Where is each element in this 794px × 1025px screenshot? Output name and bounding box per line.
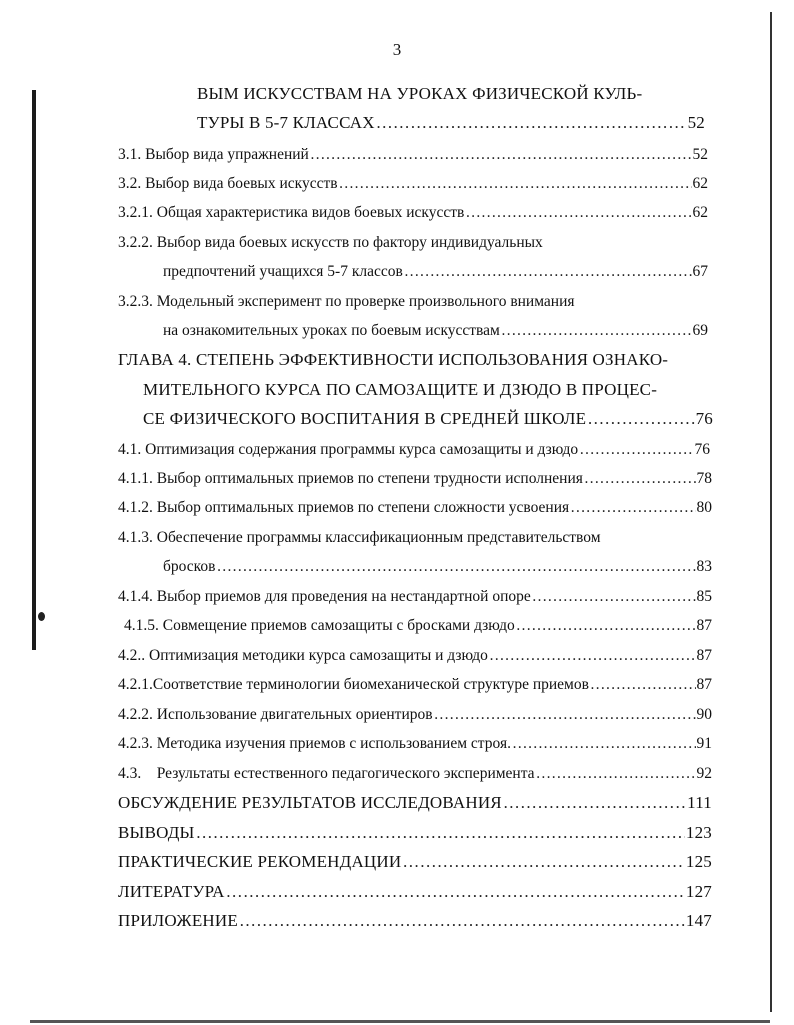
toc-ch4-line3[interactable]: СЕ ФИЗИЧЕСКОГО ВОСПИТАНИЯ В СРЕДНЕЙ ШКОЛЕ …………………………………………………………………………………………………………………………………………………………………… 76 xyxy=(143,409,713,429)
toc-ch3-title-line2[interactable] xyxy=(197,113,705,133)
toc-entry-4-1[interactable]: 4.1. Оптимизация содержания программы курса самозащиты и дзюдо …………………………………………………………………………………………………………………………………………………………………… 76 xyxy=(118,440,710,460)
toc-entry-4-1-4[interactable]: 4.1.4. Выбор приемов для проведения на нестандартной опоре …………………………………………………………………………………………………………………………………………………………………… 85 xyxy=(118,587,712,607)
toc-entry-4-1-3-line1[interactable]: 4.1.3. Обеспечение программы классификационным представительством xyxy=(118,529,601,546)
scan-mark xyxy=(38,612,45,621)
toc-entry-4-2-3[interactable]: 4.2.3. Методика изучения приемов с использованием строя. …………………………………………………………………………………………………………………………………………………………………… 91 xyxy=(118,734,712,754)
toc-entry-literature[interactable]: ЛИТЕРАТУРА …………………………………………………………………………………………………………………………………………………………………… 127 xyxy=(118,882,712,902)
scan-edge-left xyxy=(32,90,36,650)
dot-leader xyxy=(376,113,687,133)
toc-entry-appendix[interactable]: ПРИЛОЖЕНИЕ …………………………………………………………………………………………………………………………………………………………………… 147 xyxy=(118,911,712,931)
toc-entry-4-1-2[interactable]: 4.1.2. Выбор оптимальных приемов по степени сложности усвоения …………………………………………………………………………………………………………………………………………………………………… 80 xyxy=(118,498,712,518)
page-number: 3 xyxy=(392,40,402,59)
toc-ch4-line2[interactable]: МИТЕЛЬНОГО КУРСА ПО САМОЗАЩИТЕ И ДЗЮДО В ПРОЦЕС- xyxy=(143,380,658,399)
toc-entry-4-3[interactable]: 4.3. Результаты естественного педагогического эксперимента …………………………………………………………………………………………………………………………………………………………………… 92 xyxy=(118,764,712,784)
toc-entry-4-1-1[interactable]: 4.1.1. Выбор оптимальных приемов по степени трудности исполнения …………………………………………………………………………………………………………………………………………………………………… 78 xyxy=(118,469,712,489)
toc-entry-3-1[interactable]: 3.1. Выбор вида упражнений …………………………………………………………………………………………………………………………………………………………………… 52 xyxy=(118,145,708,165)
scan-bottom-edge xyxy=(30,1020,770,1023)
toc-page-number: 52 xyxy=(687,113,705,132)
toc-ch4-line1[interactable]: ГЛАВА 4. СТЕПЕНЬ ЭФФЕКТИВНОСТИ ИСПОЛЬЗОВАНИЯ ОЗНАКО- xyxy=(118,350,669,369)
toc-entry-recommendations[interactable]: ПРАКТИЧЕСКИЕ РЕКОМЕНДАЦИИ …………………………………………………………………………………………………………………………………………………………………… 125 xyxy=(118,852,712,872)
scan-edge-right xyxy=(770,12,772,1012)
toc-entry-discussion[interactable]: ОБСУЖДЕНИЕ РЕЗУЛЬТАТОВ ИССЛЕДОВАНИЯ …………………………………………………………………………………………………………………………………………………………………… 111 xyxy=(118,793,712,813)
toc-entry-3-2-2-line2[interactable]: предпочтений учащихся 5-7 классов …………………………………………………………………………………………………………………………………………………………………… 67 xyxy=(163,262,708,282)
toc-entry-3-2-3-line2[interactable]: на ознакомительных уроках по боевым искусствам …………………………………………………………………………………………………………………………………………………………………… 69 xyxy=(163,321,708,341)
toc-entry-4-2[interactable]: 4.2.. Оптимизация методики курса самозащиты и дзюдо …………………………………………………………………………………………………………………………………………………………………… 87 xyxy=(118,646,712,666)
toc-entry-3-2-3-line1[interactable]: 3.2.3. Модельный эксперимент по проверке произвольного внимания xyxy=(118,293,575,310)
toc-entry-4-1-3-line2[interactable]: бросков …………………………………………………………………………………………………………………………………………………………………… 83 xyxy=(163,557,712,577)
toc-entry-text: ТУРЫ В 5-7 КЛАССАХ xyxy=(197,113,375,132)
toc-entry-4-1-5[interactable]: 4.1.5. Совмещение приемов самозащиты с бросками дзюдо …………………………………………………………………………………………………………………………………………………………………… 87 xyxy=(124,616,712,636)
toc-entry-3-2[interactable]: 3.2. Выбор вида боевых искусств …………………………………………………………………………………………………………………………………………………………………… 62 xyxy=(118,174,708,194)
toc-entry-3-2-2-line1[interactable]: 3.2.2. Выбор вида боевых искусств по фактору индивидуальных xyxy=(118,234,543,251)
toc-entry-4-2-2[interactable]: 4.2.2. Использование двигательных ориентиров …………………………………………………………………………………………………………………………………………………………………… 90 xyxy=(118,705,712,725)
toc-entry-conclusions[interactable]: ВЫВОДЫ …………………………………………………………………………………………………………………………………………………………………… 123 xyxy=(118,823,712,843)
toc-entry-3-2-1[interactable]: 3.2.1. Общая характеристика видов боевых искусств …………………………………………………………………………………………………………………………………………………………………… 62 xyxy=(118,203,708,223)
toc-entry-4-2-1[interactable]: 4.2.1.Соответствие терминологии биомеханической структуре приемов …………………………………………………………………………………………………………………………………………………………………… 87 xyxy=(118,675,712,695)
toc-ch3-title-line1: ВЫМ ИСКУССТВАМ НА УРОКАХ ФИЗИЧЕСКОЙ КУЛЬ- xyxy=(197,84,643,103)
